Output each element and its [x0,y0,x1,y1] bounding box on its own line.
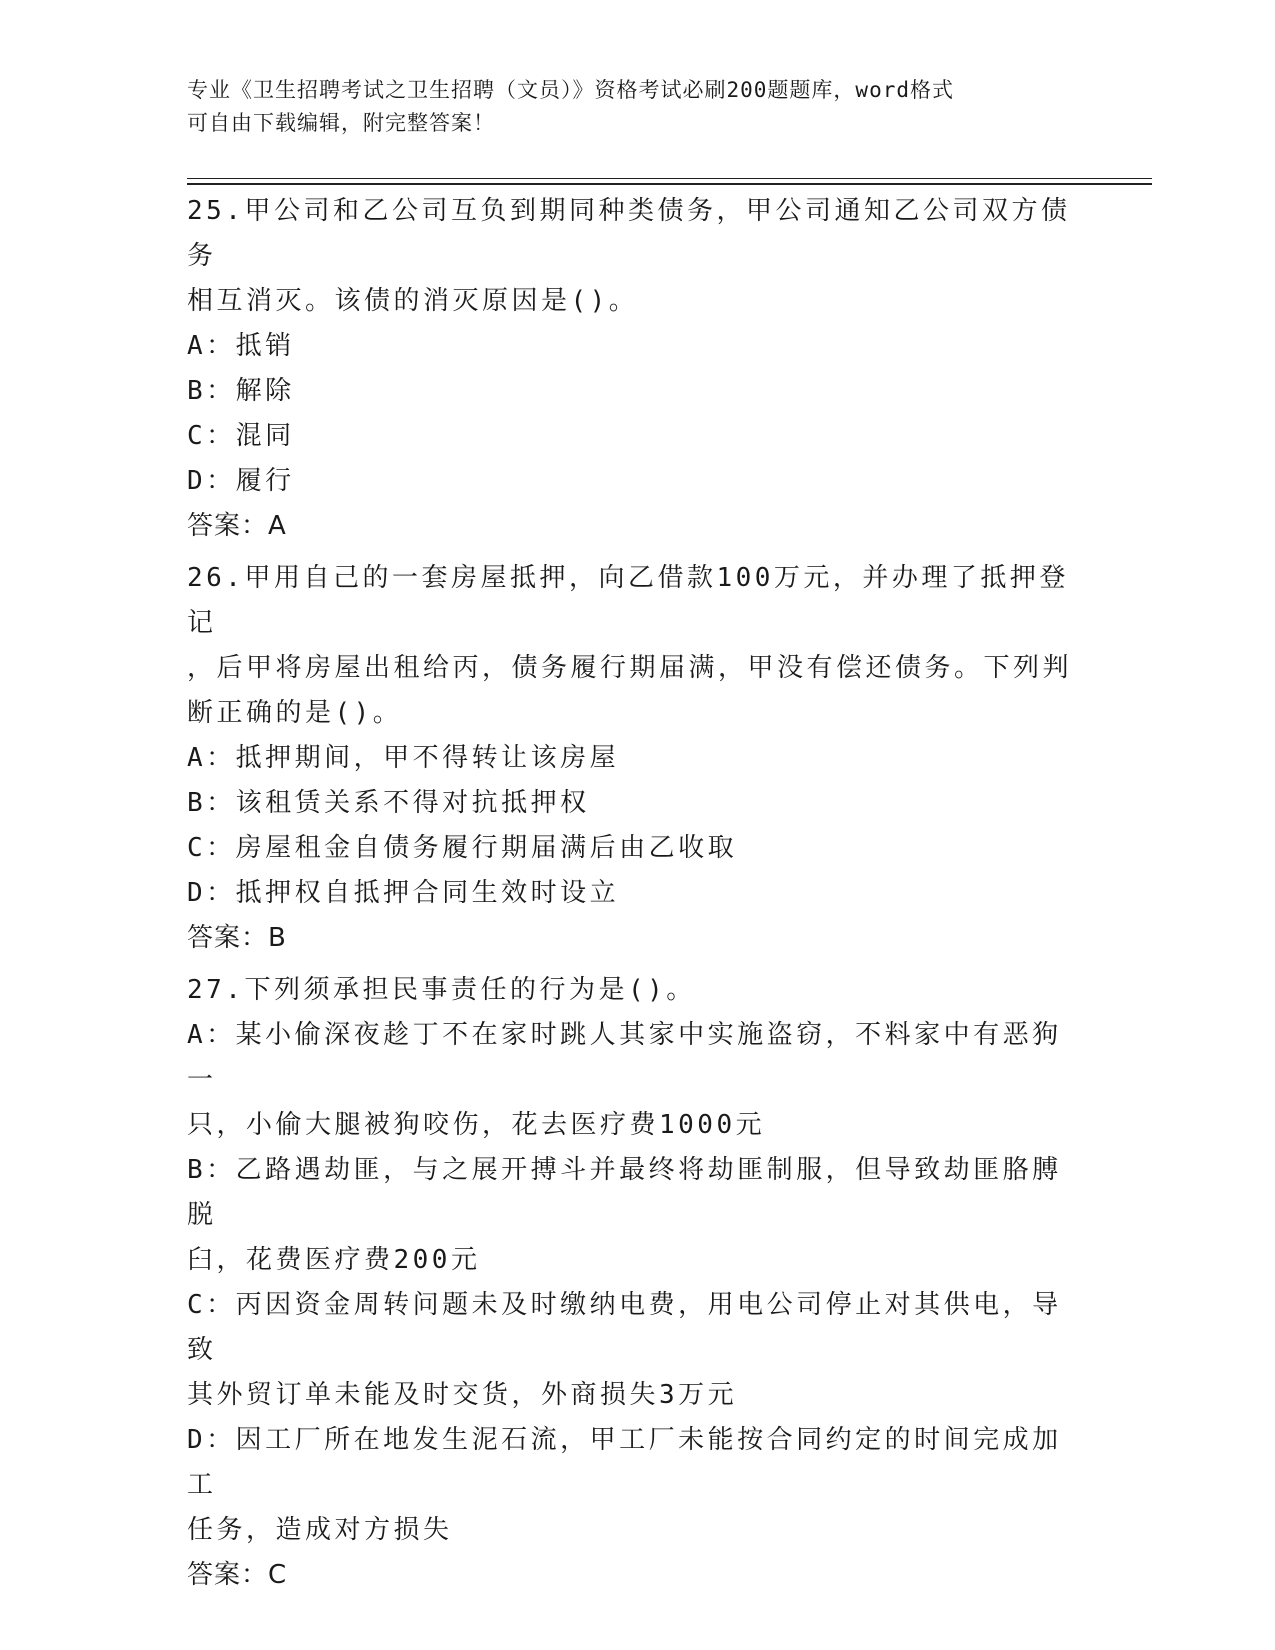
question-stem-line: 相互消灭。该债的消灭原因是()。 [187,286,639,316]
question-stem-line: 25.甲公司和乙公司互负到期同种类债务，甲公司通知乙公司双方债务 [187,196,1071,271]
option-d-line-1: D：因工厂所在地发生泥石流，甲工厂未能按合同约定的时间完成加工 [187,1425,1062,1500]
document-header [187,74,1067,140]
answer-line: 答案：C [187,1560,288,1590]
header-line-1: 专业《卫生招聘考试之卫生招聘（文员）》资格考试必刷200题题库，word格式 [187,78,954,102]
option-b: B：解除 [187,376,295,406]
option-c-line-1: C：丙因资金周转问题未及时缴纳电费，用电公司停止对其供电，导致 [187,1290,1062,1365]
question-27 [187,968,1087,1598]
option-a-line-2: 只，小偷大腿被狗咬伤，花去医疗费1000元 [187,1110,766,1140]
option-b-line-2: 臼，花费医疗费200元 [187,1245,481,1275]
question-stem-line: ，后甲将房屋出租给丙，债务履行期届满，甲没有偿还债务。下列判 [187,653,1073,683]
question-25 [187,189,1087,549]
option-b: B：该租赁关系不得对抗抵押权 [187,788,590,818]
question-stem-line: 26.甲用自己的一套房屋抵押，向乙借款100万元，并办理了抵押登记 [187,563,1069,638]
option-a: A：抵销 [187,331,295,361]
answer-line: 答案：B [187,923,287,953]
option-d: D：抵押权自抵押合同生效时设立 [187,878,620,908]
question-stem-line: 27.下列须承担民事责任的行为是()。 [187,975,696,1005]
question-26 [187,556,1087,961]
option-a: A：抵押期间，甲不得转让该房屋 [187,743,620,773]
option-c: C：混同 [187,421,295,451]
option-a-line-1: A：某小偷深夜趁丁不在家时跳人其家中实施盗窃，不料家中有恶狗一 [187,1020,1062,1095]
option-c-line-2: 其外贸订单未能及时交货，外商损失3万元 [187,1380,738,1410]
option-b-line-1: B：乙路遇劫匪，与之展开搏斗并最终将劫匪制服，但导致劫匪胳膊脱 [187,1155,1062,1230]
header-divider-thick [187,183,1152,185]
option-c: C：房屋租金自债务履行期届满后由乙收取 [187,833,738,863]
option-d: D：履行 [187,466,295,496]
question-stem-line: 断正确的是()。 [187,698,403,728]
answer-line: 答案：A [187,511,287,541]
header-line-2: 可自由下载编辑，附完整答案！ [187,111,495,135]
header-divider-thin [187,178,1152,179]
option-d-line-2: 任务，造成对方损失 [187,1515,453,1545]
